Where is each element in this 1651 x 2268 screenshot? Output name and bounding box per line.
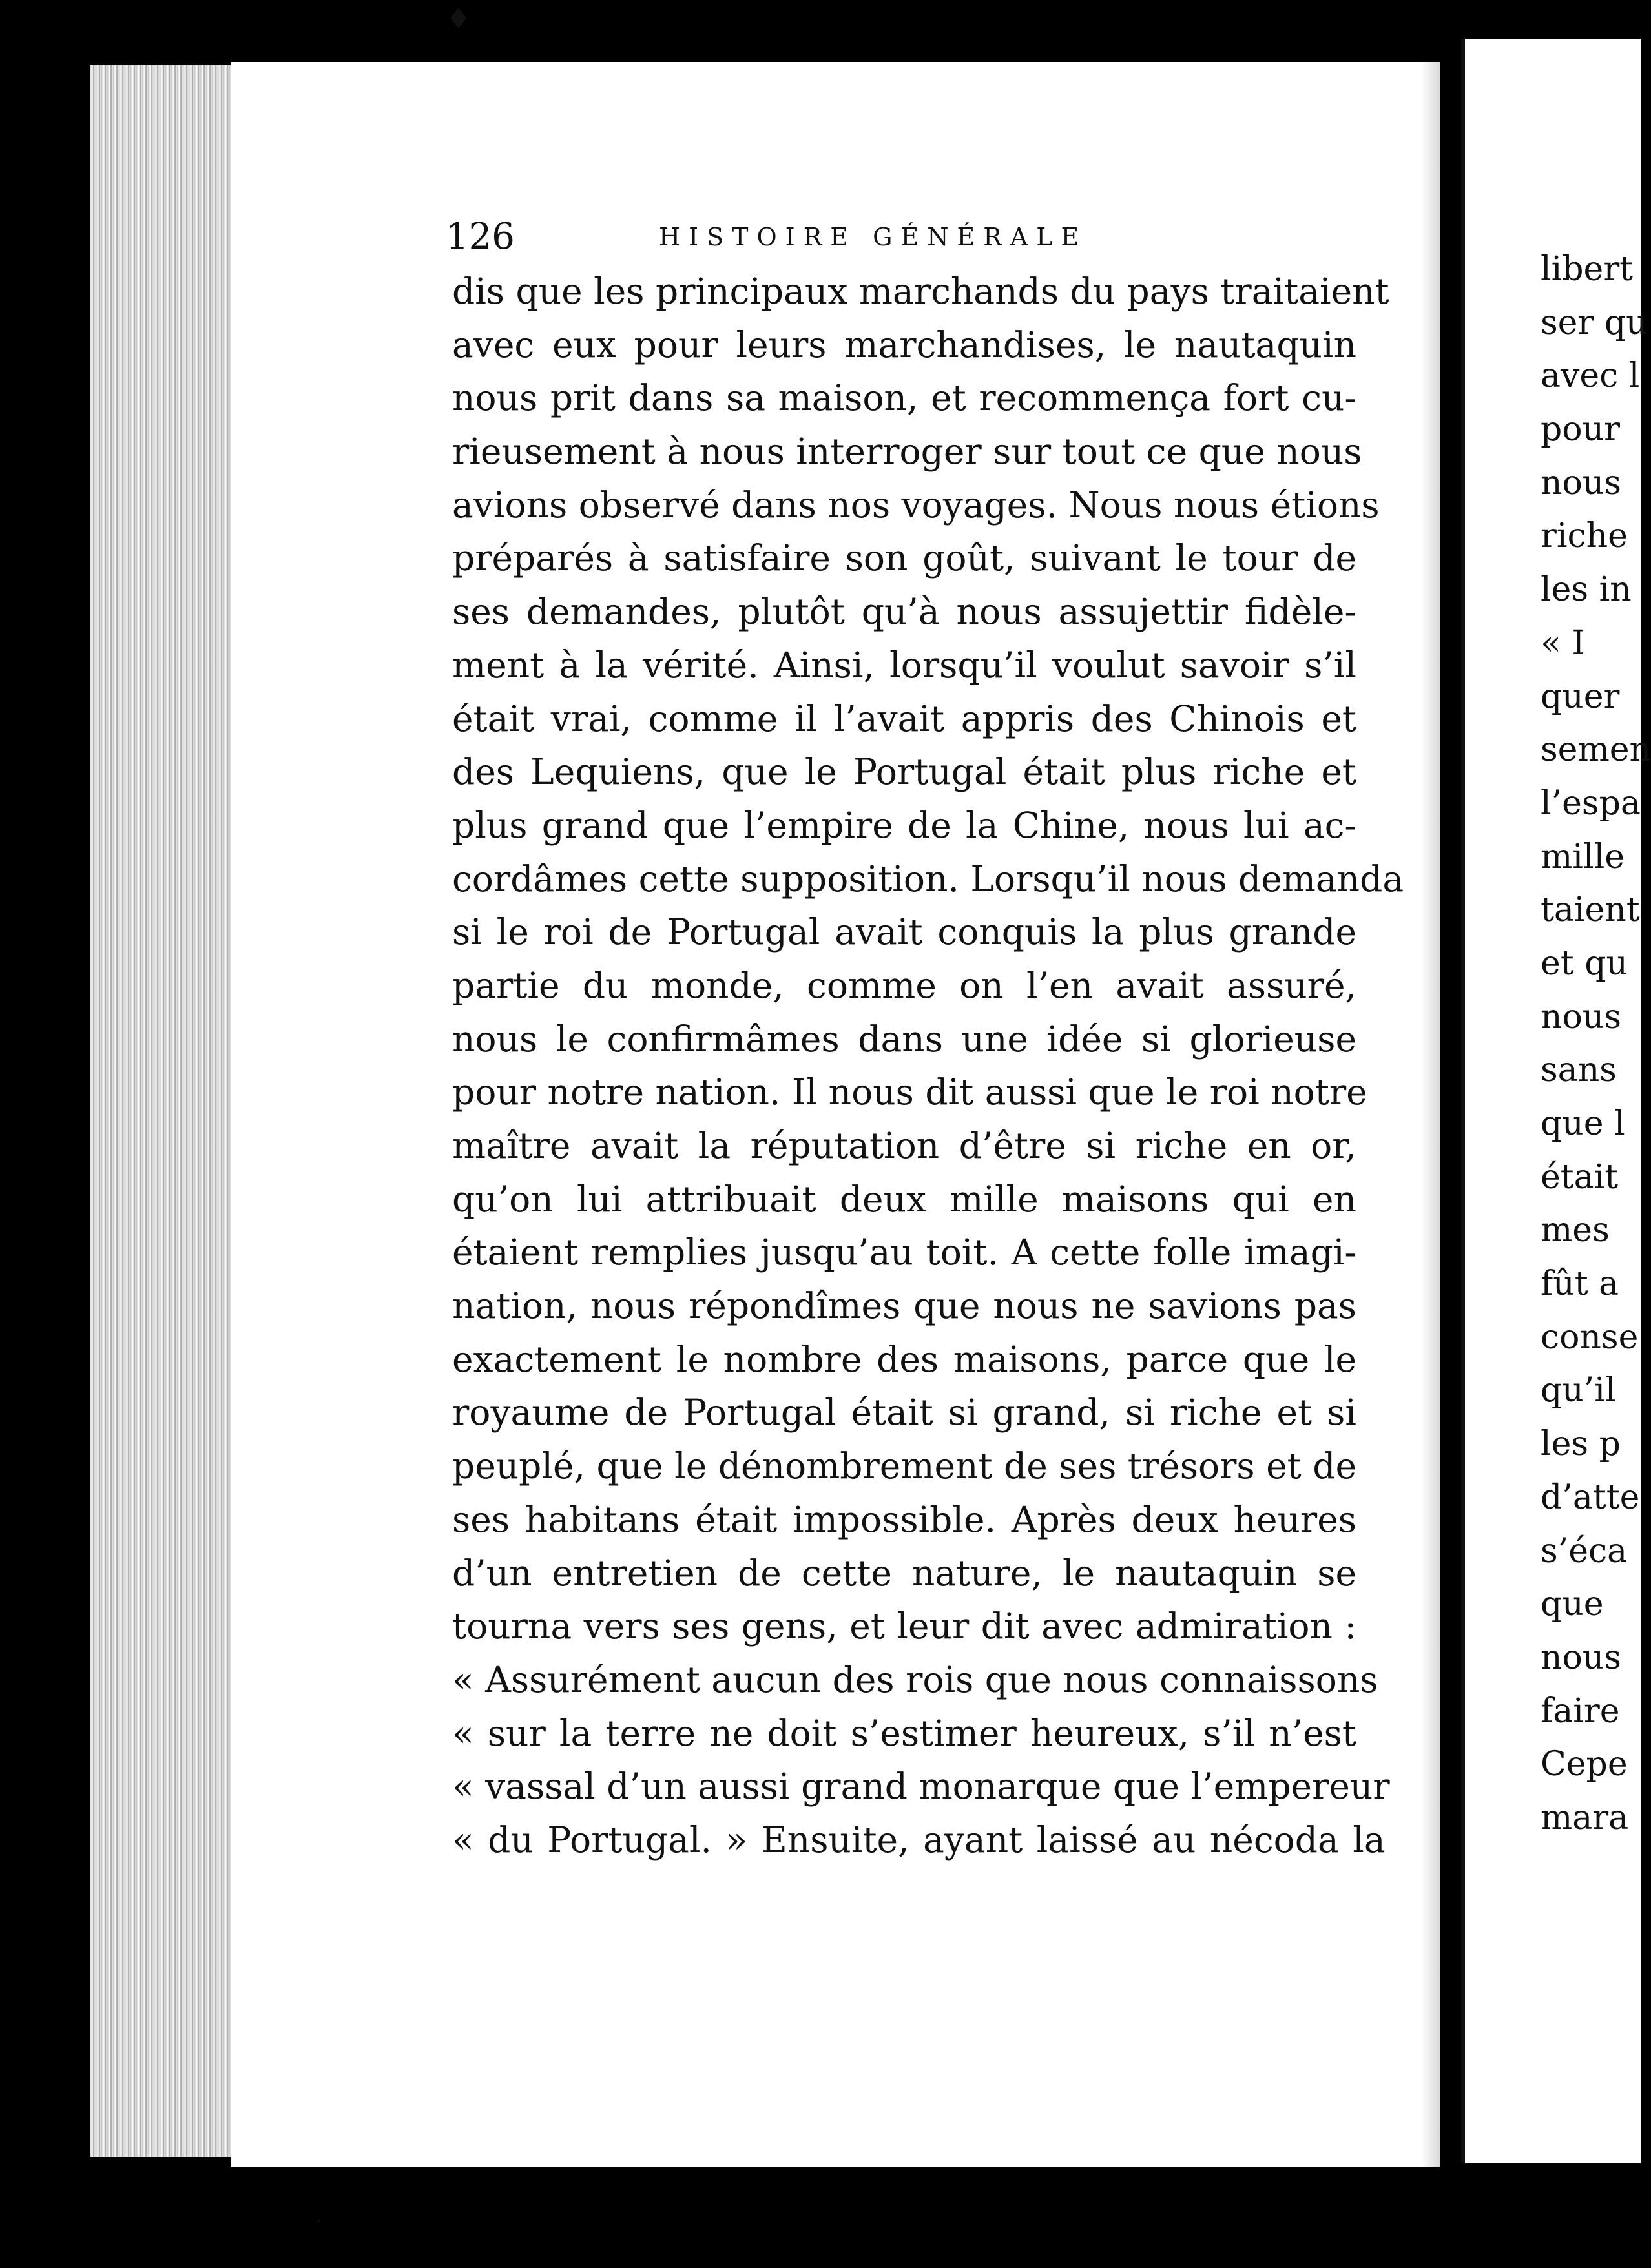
right-text-fragment: quer	[1541, 677, 1620, 716]
corner-mark-top: ♦	[446, 3, 472, 36]
right-text-fragment: pour	[1541, 410, 1620, 449]
text-line: ses habitans était impossible. Après deux heures	[452, 1498, 1356, 1540]
right-text-fragment: que	[1541, 1585, 1604, 1624]
right-text-fragment: les in	[1541, 570, 1632, 610]
text-line: « du Portugal. » Ensuite, ayant laissé au nécoda la	[452, 1819, 1386, 1861]
text-line: ment à la vérité. Ainsi, lorsqu’il voulut savoir s’il	[452, 644, 1356, 686]
text-line: nous prit dans sa maison, et recommença fort cu-	[452, 377, 1356, 419]
text-line: ses demandes, plutôt qu’à nous assujettir fidèle-	[452, 591, 1356, 633]
corner-mark-bottom: ·	[315, 2209, 322, 2234]
right-text-fragment: fût a	[1541, 1264, 1619, 1304]
right-text-fragment: les p	[1541, 1425, 1621, 1464]
text-line: « sur la terre ne doit s’estimer heureux, s’il n’est	[452, 1712, 1356, 1754]
text-line: maître avait la réputation d’être si riche en or,	[452, 1125, 1356, 1166]
right-text-fragment: était	[1541, 1157, 1619, 1197]
right-page-text	[1541, 243, 1651, 1845]
right-text-fragment: l’espa	[1541, 783, 1641, 823]
text-line: nous le confirmâmes dans une idée si glorieuse	[452, 1018, 1356, 1060]
right-text-fragment: sans	[1541, 1051, 1617, 1090]
text-line: avec eux pour leurs marchandises, le nautaquin	[452, 324, 1356, 366]
text-line: « Assurément aucun des rois que nous connaissons	[452, 1658, 1378, 1700]
text-line: exactement le nombre des maisons, parce que le	[452, 1338, 1356, 1380]
right-text-fragment: riche	[1541, 517, 1628, 556]
right-text-fragment: libert	[1541, 250, 1634, 289]
text-line: nation, nous répondîmes que nous ne savions pas	[452, 1285, 1356, 1327]
text-line: royaume de Portugal était si grand, si riche et si	[452, 1392, 1356, 1434]
right-text-fragment: mille	[1541, 837, 1625, 876]
body-text	[452, 265, 1404, 1867]
right-text-fragment: avec l	[1541, 356, 1640, 396]
text-line: des Lequiens, que le Portugal était plus riche et	[452, 751, 1356, 793]
text-line: pour notre nation. Il nous dit aussi que le roi notre	[452, 1071, 1367, 1113]
right-text-fragment: nous	[1541, 1638, 1621, 1677]
text-line: partie du monde, comme on l’en avait assuré,	[452, 964, 1356, 1006]
right-text-fragment: conse	[1541, 1317, 1639, 1357]
right-text-fragment: faire	[1541, 1691, 1620, 1731]
text-line: « vassal d’un aussi grand monarque que l’empereur	[452, 1766, 1390, 1808]
page-number: 126	[446, 216, 515, 258]
right-text-fragment: mes	[1541, 1211, 1610, 1250]
text-line: tourna vers ses gens, et leur dit avec admiration :	[452, 1605, 1356, 1647]
right-text-fragment: s’éca	[1541, 1531, 1628, 1571]
right-text-fragment: taient	[1541, 891, 1640, 930]
right-text-fragment: mara	[1541, 1798, 1629, 1837]
text-line: préparés à satisfaire son goût, suivant le tour de	[452, 537, 1356, 579]
text-line: dis que les principaux marchands du pays traitaient	[452, 271, 1389, 312]
text-line: était vrai, comme il l’avait appris des Chinois et	[452, 697, 1356, 739]
text-line: avions observé dans nos voyages. Nous nous étions	[452, 484, 1380, 526]
text-line: cordâmes cette supposition. Lorsqu’il nous demanda	[452, 858, 1404, 900]
page-edge-stack	[90, 65, 234, 2157]
text-line: si le roi de Portugal avait conquis la plus grande	[452, 911, 1356, 953]
text-line: peuplé, que le dénombrement de ses trésors et de	[452, 1445, 1356, 1487]
text-line: étaient remplies jusqu’au toit. A cette folle imagi-	[452, 1232, 1356, 1273]
running-header	[446, 208, 1350, 266]
running-title: HISTOIRE GÉNÉRALE	[659, 223, 1088, 251]
text-line: plus grand que l’empire de la Chine, nous lui ac-	[452, 804, 1356, 846]
right-text-fragment: ser qu	[1541, 303, 1648, 342]
right-text-fragment: qu’il	[1541, 1371, 1616, 1410]
gutter-shadow	[1421, 62, 1440, 2167]
right-text-fragment: que l	[1541, 1104, 1625, 1143]
right-text-fragment: et qu	[1541, 943, 1628, 983]
right-text-fragment: nous	[1541, 463, 1621, 502]
right-text-fragment: Cepe	[1541, 1745, 1628, 1784]
text-line: qu’on lui attribuait deux mille maisons qui en	[452, 1178, 1356, 1220]
right-text-fragment: semen	[1541, 730, 1651, 770]
text-line: d’un entretien de cette nature, le nautaquin se	[452, 1552, 1356, 1594]
text-line: rieusement à nous interroger sur tout ce que nous	[452, 431, 1362, 473]
right-text-fragment: nous	[1541, 997, 1621, 1036]
right-text-fragment: d’atte	[1541, 1478, 1640, 1517]
right-text-fragment: « I	[1541, 623, 1585, 663]
